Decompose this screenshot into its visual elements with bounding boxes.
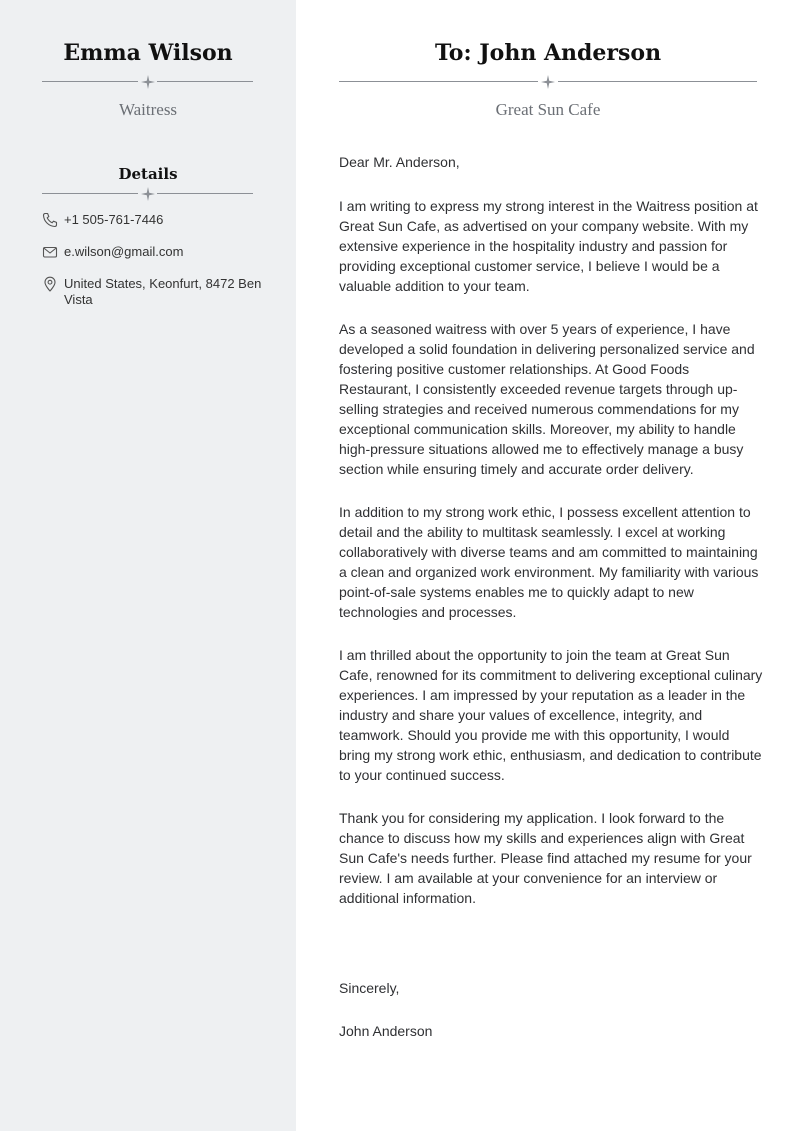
email-text: e.wilson@gmail.com — [64, 244, 184, 259]
address-text: United States, Keonfurt, 8472 Ben Vista — [64, 276, 262, 307]
letter-body — [339, 152, 763, 931]
sidebar — [0, 0, 296, 1131]
mail-icon — [42, 244, 58, 260]
closing: Sincerely, — [339, 980, 400, 996]
letter-paragraph: Thank you for considering my application. I look forward to the chance to discuss how my skills and experiences align with Great Sun Cafe's needs further. Please find attached my resume for your review. I am available at your convenience for an interview or additional information. — [339, 810, 752, 906]
salutation: Dear Mr. Anderson, — [339, 154, 460, 170]
recipient-heading: To: John Anderson — [434, 40, 662, 66]
details-heading: Details — [118, 165, 178, 183]
letter-paragraph: I am thrilled about the opportunity to join the team at Great Sun Cafe, renowned for its commitment to delivering exceptional culinary experiences. I am impressed by your reputation as a leader in the industry and share your values of excellence, integrity, and teamwork. Should you provide me with this opportunity, I would bring my strong work ethic, enthusiasm, and dedication to contribute to your continued success. — [339, 647, 763, 783]
name-divider — [42, 75, 253, 89]
sparkle-icon — [141, 75, 155, 89]
letter-paragraph: I am writing to express my strong interest in the Waitress position at Great Sun Cafe, as advertised on your company website. With my extensive experience in the hospitality industry and passion for providing exceptional customer service, I believe I would be a valuable addition to your team. — [339, 198, 758, 294]
candidate-role: Waitress — [118, 100, 178, 119]
location-pin-icon — [42, 276, 58, 292]
candidate-name: Emma Wilson — [63, 40, 233, 66]
sparkle-icon — [141, 187, 155, 201]
signature: John Anderson — [339, 1023, 433, 1039]
sparkle-icon — [541, 75, 555, 89]
details-divider — [42, 187, 253, 201]
recipient-divider — [339, 75, 757, 89]
phone-text: +1 505-761-7446 — [64, 212, 164, 227]
phone-icon — [42, 212, 58, 228]
letter-paragraph: In addition to my strong work ethic, I possess excellent attention to detail and the ability to multitask seamlessly. I excel at working collaboratively with diverse teams and am committed to maintaining a clean and organized work environment. My familiarity with various point-of-sale systems enables me to quickly adapt to new technologies and processes. — [339, 504, 759, 620]
letter-paragraph: As a seasoned waitress with over 5 years of experience, I have developed a solid foundation in delivering personalized service and fostering positive customer relationships. At Good Foods Restaurant, I consistently exceeded revenue targets through up-selling strategies and received numerous commendations for my exceptional communication skills. Moreover, my ability to handle high-pressure situations allowed me to effectively manage a busy section while ensuring timely and accurate order delivery. — [339, 321, 755, 477]
company-name: Great Sun Cafe — [495, 100, 601, 119]
